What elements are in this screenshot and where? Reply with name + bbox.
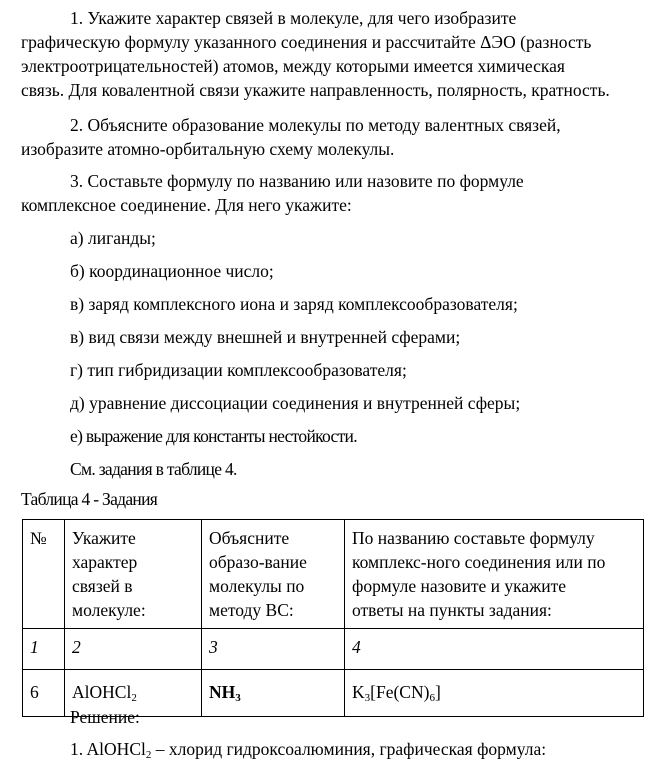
header-text-line: комплекс-ного соединения или по xyxy=(352,552,606,572)
item-instability-constant: е) выражение для константы нестойкости. xyxy=(70,426,357,446)
item-hybridization: г) тип гибридизации комплексообразователя; xyxy=(70,360,407,380)
formula-subscript: 2 xyxy=(131,692,137,704)
formula-subscript: 2 xyxy=(145,749,152,761)
formula-text: K xyxy=(352,682,365,702)
column-number: 2 xyxy=(65,629,202,670)
task3-line2: комплексное соединение. Для него укажите: xyxy=(21,195,352,215)
formula-text: NH xyxy=(209,682,236,702)
table-caption: Таблица 4 - Задания xyxy=(21,489,158,509)
item-dissociation: д) уравнение диссоциации соединения и внутренней сферы; xyxy=(70,393,521,413)
task1-line3: электроотрицательностей) атомов, между которыми имеется химическая xyxy=(21,56,565,76)
header-text-line: молекуле: xyxy=(72,600,146,620)
table-column-number-row xyxy=(23,629,644,670)
column-number: 3 xyxy=(202,629,345,670)
task1-line4: связь. Для ковалентной связи укажите направленность, полярность, кратность. xyxy=(21,80,610,100)
formula-text: AlOHCl xyxy=(72,682,132,702)
item-ligands: а) лиганды; xyxy=(70,228,156,248)
item-charges: в) заряд комплексного иона и заряд комплексообразователя; xyxy=(70,294,518,314)
tasks-table xyxy=(22,519,644,717)
see-table-note: См. задания в таблице 4. xyxy=(70,459,237,479)
task2-line1: 2. Объясните образование молекулы по методу валентных связей, xyxy=(70,115,561,135)
column-number: 4 xyxy=(345,629,644,670)
row-vb-formula xyxy=(202,670,345,717)
header-text-line: образо-вание xyxy=(209,552,307,572)
header-text-line: характер xyxy=(72,552,138,572)
table-header-row xyxy=(23,520,644,629)
row-complex-formula xyxy=(345,670,644,717)
header-text-line: Укажите xyxy=(72,528,136,548)
task3-line1: 3. Составьте формулу по названию или назовите по формуле xyxy=(70,171,524,191)
header-number-label: № xyxy=(30,528,47,548)
item-bond-type: в) вид связи между внешней и внутренней сферами; xyxy=(70,327,461,347)
header-complex xyxy=(345,520,644,629)
header-text-line: По названию составьте формулу xyxy=(352,528,595,548)
header-vb-method xyxy=(202,520,345,629)
solution-text: – хлорид гидроксоалюминия, графическая формула: xyxy=(151,739,547,759)
formula-subscript: 3 xyxy=(364,692,371,704)
solution-line1 xyxy=(70,737,546,761)
solution-number: 1. xyxy=(70,739,87,759)
header-text-line: ответы на пункты задания: xyxy=(352,600,552,620)
header-text-line: молекулы по xyxy=(209,576,305,596)
formula-text: AlOHCl xyxy=(86,739,146,759)
formula-text: ] xyxy=(434,682,441,702)
header-number xyxy=(23,520,65,629)
formula-subscript: 3 xyxy=(235,692,241,704)
task1-line1: 1. Укажите характер связей в молекуле, для чего изобразите xyxy=(70,8,517,28)
header-text-line: методу ВС: xyxy=(209,600,294,620)
formula-subscript: 6 xyxy=(429,692,435,704)
header-text-line: Объясните xyxy=(209,528,290,548)
header-text-line: формуле назовите и укажите xyxy=(352,576,566,596)
formula-text: [Fe(CN) xyxy=(370,682,430,702)
column-number: 1 xyxy=(23,629,65,670)
row-variant-number: 6 xyxy=(23,670,65,717)
solution-heading: Решение: xyxy=(70,707,140,727)
task2-line2: изобразите атомно-орбитальную схему молекулы. xyxy=(21,139,395,159)
task1-line2: графическую формулу указанного соединения и рассчитайте ΔЭО (разность xyxy=(21,32,592,52)
item-coord-number: б) координационное число; xyxy=(70,261,274,281)
header-text-line: связей в xyxy=(72,576,133,596)
header-bond-character xyxy=(65,520,202,629)
